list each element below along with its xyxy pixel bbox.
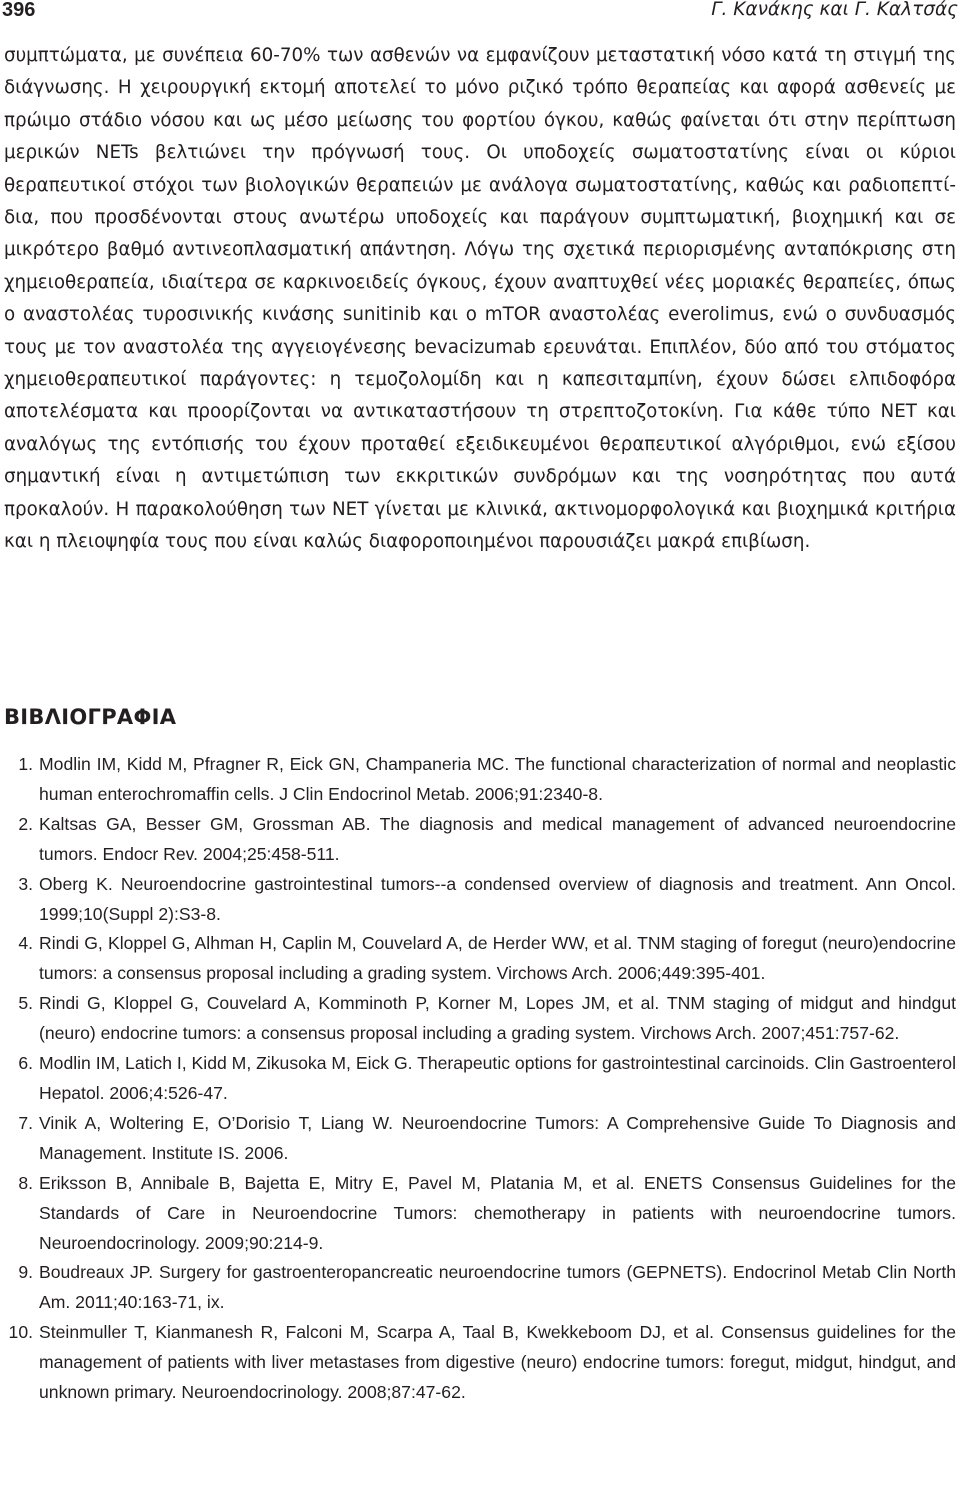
reference-text: Modlin IM, Kidd M, Pfragner R, Eick GN, Champaneria MC. The functional characterization of normal and neoplastic human enterochromaffin cells. J Clin Endocrinol Metab. 2006;91:2340-8. [39,754,956,804]
references-title: ΒΙΒΛΙΟΓΡΑΦΙΑ [4,705,177,729]
reference-text: Kaltsas GA, Besser GM, Grossman AB. The diagnosis and medical management of advanced neuroendocrine tumors. Endocr Rev. 2004;25:458-511. [39,813,956,864]
reference-number: 3. [18,873,33,894]
reference-text: Rindi G, Kloppel G, Alhman H, Caplin M, Couvelard A, de Herder WW, et al. TNM staging of foregut (neuro)endocrine tumors: a consensus proposal including a grading system. Virchows Arch. 2006;449:395-401. [39,933,956,984]
running-head: Γ. Κανάκης και Γ. Καλτσάς [711,0,958,20]
reference-item [4,870,956,930]
page-header [0,0,960,26]
reference-number: 7. [18,1112,33,1133]
reference-item [4,810,956,870]
reference-item [4,1258,956,1318]
reference-text: Steinmuller T, Kianmanesh R, Falconi M, Scarpa A, Taal B, Kwekkeboom DJ, et al. Consensus guidelines for the management of patients with liver metastases from digestive (neuro) endocrine tumors: foregut, midgut, hindgut, and unknown primary. Neuroendocrinology. 2008;87:47-62. [39,1322,956,1403]
reference-number: 5. [18,993,33,1014]
reference-item [4,750,956,810]
page-number: 396 [2,0,36,21]
reference-text: Rindi G, Kloppel G, Couvelard A, Komminoth P, Korner M, Lopes JM, et al. TNM staging of midgut and hindgut (neuro) endocrine tumors: a consensus proposal including a grading system. Virchows Arch. 2007;451:757-62. [39,993,956,1044]
references-list [4,750,956,1408]
reference-text: Eriksson B, Annibale B, Bajetta E, Mitry E, Pavel M, Platania M, et al. ENETS Consensus Guidelines for the Standards of Care in Neuroendocrine Tumors: chemotherapy in patients with neuroendocrine tumors. Neuroendocrinology. 2009;90:214-9. [39,1172,956,1253]
reference-item [4,1169,956,1259]
reference-number: 2. [18,813,33,834]
reference-text: Oberg K. Neuroendocrine gastrointestinal tumors--a condensed overview of diagnosis and treatment. Ann Oncol. 1999;10(Suppl 2):S3-8. [39,873,956,924]
reference-number: 6. [18,1053,33,1074]
reference-item [4,1109,956,1169]
reference-text: Modlin IM, Latich I, Kidd M, Zikusoka M, Eick G. Therapeutic options for gastrointestinal carcinoids. Clin Gastroenterol Hepatol. 2006;4:526-47. [39,1053,956,1103]
reference-number: 8. [18,1172,33,1193]
reference-item [4,1049,956,1109]
reference-item [4,1318,956,1408]
body-paragraph: συμπτώματα, με συνέπεια 60-70% των ασθενών να εμφανίζουν μεταστατική νόσο κατά τη στιγμή της διάγνωσης. Η χειρουργική εκτομή αποτελεί το μόνο ριζικό τρόπο θεραπείας και αφορά ασθενείς με πρώιμο στάδιο νόσου και ως μέσο μείωσης του φορτίου όγκου, καθώς φαίνεται ότι στην περίπτωση μερικών NETs βελτιώνει την πρόγνωσή τους. Οι υποδοχείς σωματοστατίνης είναι οι κύριοι θεραπευτικοί στόχοι των βιολογικών θεραπειών με ανάλογα σωματοστατίνης, καθώς και ραδιοπεπτίδια, που προσδένονται στους ανωτέρω υποδοχείς και παράγουν συμπτωματική, βιοχημική και σε μικρότερο βαθμό αντινεοπλασματική απάντηση. Λόγω της σχετικά περιορισμένης ανταπόκρισης στη χημειοθεραπεία, ιδιαίτερα σε καρκινοειδείς όγκους, έχουν αναπτυχθεί νέες μοριακές θεραπείες, όπως ο αναστολέας τυροσινικής κινάσης sunitinib και ο mTOR αναστολέας everolimus, ενώ ο συνδυασμός τους με τον αναστολέα της αγγειογένεσης bevacizumab ερευνάται. Επιπλέον, δύο από του στόματος χημειοθεραπευτικοί παράγοντες: η τεμοζολομίδη και η καπεσιταμπίνη, έχουν δώσει ελπιδοφόρα αποτελέσματα και προορίζονται να αντικαταστήσουν τη στρεπτοζοτοκίνη. Για κάθε τύπο NET και αναλόγως της εντόπισής του έχουν προταθεί εξειδικευμένοι θεραπευτικοί αλγόριθμοι, ενώ εξίσου σημαντική είναι η αντιμετώπιση των εκκριτικών συνδρόμων και της νοσηρότητας που αυτά προκαλούν. Η παρακολούθηση των NET γίνεται με κλινικά, ακτινομορφολογικά και βιοχημικά κριτήρια και η πλειοψηφία τους που είναι καλώς διαφοροποιημένοι παρουσιάζει μακρά επιβίωση. [4,45,956,553]
reference-text: Boudreaux JP. Surgery for gastroenteropancreatic neuroendocrine tumors (GEPNETS). Endocrinol Metab Clin North Am. 2011;40:163-71, ix. [39,1262,956,1313]
reference-item [4,989,956,1049]
reference-number: 4. [18,933,33,954]
reference-number: 9. [18,1262,33,1283]
reference-number: 1. [18,754,33,774]
reference-number: 10. [8,1322,33,1343]
reference-item [4,929,956,989]
reference-text: Vinik A, Woltering E, O’Dorisio T, Liang W. Neuroendocrine Tumors: A Comprehensive Guide To Diagnosis and Management. Institute IS. 2006. [39,1112,956,1163]
